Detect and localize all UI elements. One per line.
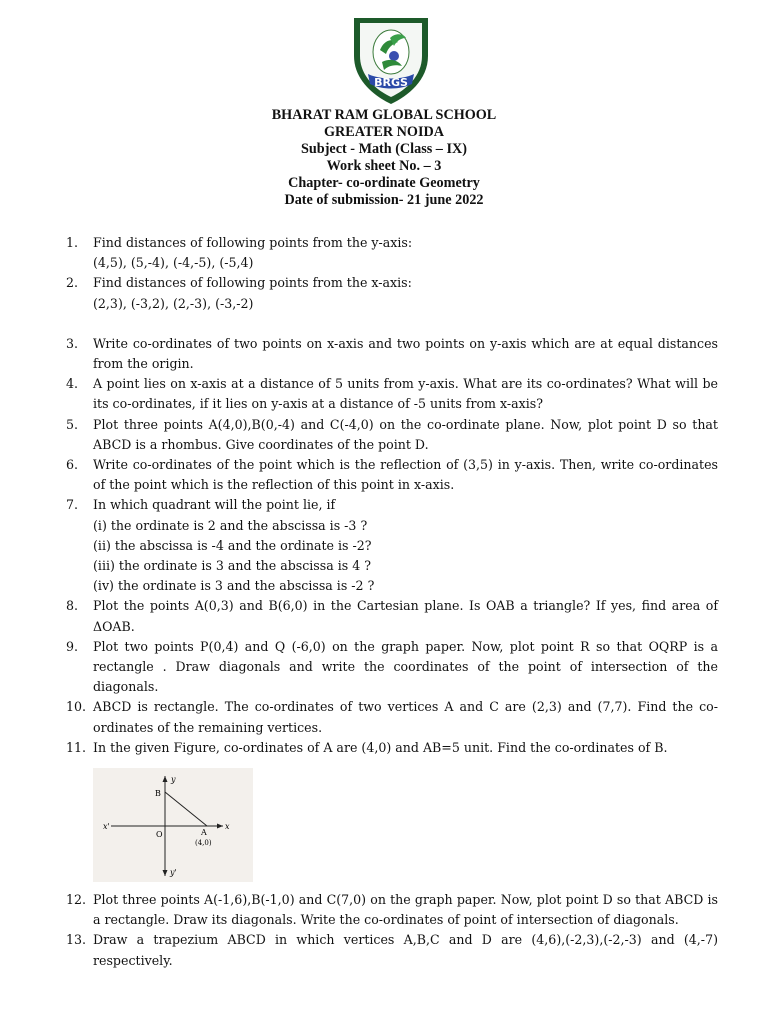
sub-question: (iv) the ordinate is 3 and the abscissa is -2 ?: [93, 578, 375, 594]
question-7: [66, 495, 718, 596]
question-text: ABCD is rectangle. The co-ordinates of two vertices A and C are (2,3) and (7,7). Find the co-ordinates of the remaining vertices.: [93, 699, 718, 735]
logo-text: BRGS: [374, 76, 408, 89]
coordinate-figure: [93, 768, 253, 882]
subject-line: Subject - Math (Class – IX): [301, 141, 467, 157]
question-number: 10.: [66, 699, 87, 715]
question-6: [66, 455, 718, 495]
question-10: [66, 697, 718, 737]
question-text: Find distances of following points from the y-axis:: [93, 235, 413, 250]
school-name: BHARAT RAM GLOBAL SCHOOL: [271, 107, 497, 123]
label-origin: O: [156, 830, 163, 840]
sub-question: (i) the ordinate is 2 and the abscissa is -3 ?: [93, 517, 368, 533]
label-x-prime: x': [103, 822, 110, 832]
question-points: (2,3), (-3,2), (2,-3), (-3,-2): [93, 295, 254, 311]
question-points: (4,5), (5,-4), (-4,-5), (-5,4): [93, 255, 254, 271]
question-4: [66, 374, 718, 414]
question-text: Find distances of following points from the x-axis:: [93, 275, 412, 291]
question-text: Plot the points A(0,3) and B(6,0) in the Cartesian plane. Is OAB a triangle? If yes, find area of ΔOAB.: [93, 598, 718, 634]
question-text: Draw a trapezium ABCD in which vertices A,B,C and D are (4,6),(-2,3),(-2,-3) and (4,-7) respectively.: [93, 932, 718, 968]
question-12: [66, 890, 718, 930]
question-number: 6.: [66, 457, 79, 473]
label-a-coordinates: (4,0): [195, 839, 212, 848]
submission-date: Date of submission- 21 june 2022: [284, 192, 484, 208]
question-5: [66, 415, 718, 455]
question-9: [66, 637, 718, 698]
question-number: 13.: [66, 932, 87, 948]
question-11: [66, 738, 718, 882]
label-b: B: [155, 789, 161, 799]
chapter-line: Chapter- co-ordinate Geometry: [288, 175, 480, 191]
question-8: [66, 596, 718, 636]
question-number: 3.: [66, 335, 79, 351]
question-number: 5.: [66, 416, 79, 432]
sub-question: (ii) the abscissa is -4 and the ordinate is -2?: [93, 537, 372, 553]
question-number: 11.: [66, 739, 87, 755]
label-y: y: [171, 775, 176, 785]
worksheet-number: Work sheet No. – 3: [326, 158, 442, 174]
label-a: A: [201, 828, 207, 838]
question-number: 2.: [66, 275, 79, 291]
question-number: 8.: [66, 598, 79, 614]
question-list: [66, 233, 718, 971]
question-text: Write co-ordinates of the point which is the reflection of (3,5) in y-axis. Then, write co-ordinates of the point which is the reflection of this point in x-axis.: [93, 457, 718, 493]
question-13: [66, 930, 718, 970]
question-text: Plot three points A(4,0),B(0,-4) and C(-4,0) on the co-ordinate plane. Now, plot point D so that ABCD is a rhombus. Give coordinates of the point D.: [93, 416, 718, 452]
question-text: In which quadrant will the point lie, if: [93, 497, 336, 513]
question-text: Plot three points A(-1,6),B(-1,0) and C(7,0) on the graph paper. Now, plot point D so that ABCD is a rectangle. Draw its diagonals. Write the co-ordinates of point of intersection of diagonals.: [93, 892, 718, 928]
sub-question: (iii) the ordinate is 3 and the abscissa is 4 ?: [93, 558, 372, 574]
question-number: 1.: [66, 235, 79, 250]
label-y-prime: y': [170, 868, 177, 878]
question-number: 4.: [66, 376, 79, 392]
question-1: [66, 233, 718, 273]
question-number: 9.: [66, 638, 79, 654]
worksheet-header: [0, 107, 768, 209]
question-text: In the given Figure, co-ordinates of A are (4,0) and AB=5 unit. Find the co-ordinates of B.: [93, 739, 668, 755]
question-text: Plot two points P(0,4) and Q (-6,0) on the graph paper. Now, plot point R so that OQRP is a rectangle . Draw diagonals and write the coordinates of the point of intersection of the diagonals.: [93, 638, 718, 695]
question-text: A point lies on x-axis at a distance of 5 units from y-axis. What are its co-ordinates? What will be its co-ordinates, if it lies on y-axis at a distance of -5 units from x-axis?: [93, 376, 718, 412]
question-3: [66, 334, 718, 374]
label-x: x: [225, 822, 230, 832]
question-number: 12.: [66, 892, 87, 908]
school-city: GREATER NOIDA: [324, 124, 444, 140]
question-number: 7.: [66, 497, 79, 513]
question-2: [66, 273, 718, 313]
school-logo: [346, 12, 436, 106]
question-text: Write co-ordinates of two points on x-axis and two points on y-axis which are at equal distances from the origin.: [93, 335, 718, 372]
